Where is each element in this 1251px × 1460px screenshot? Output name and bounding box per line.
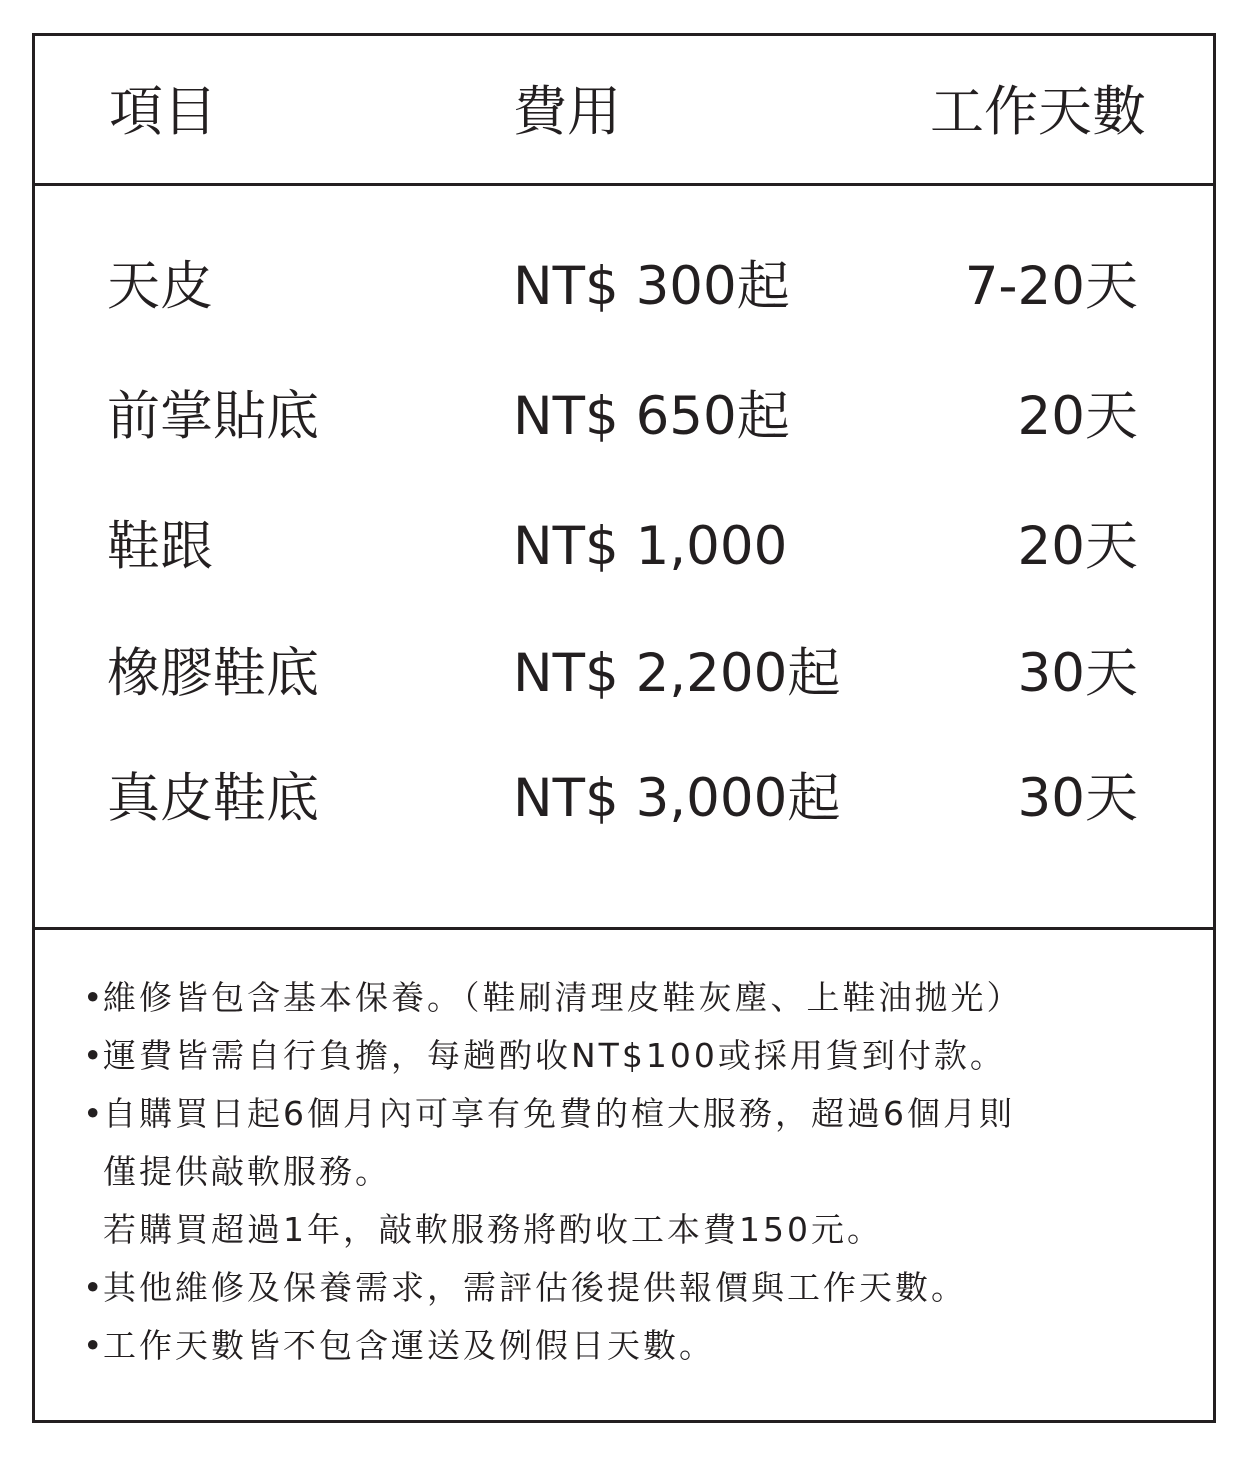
bullet-icon: • (83, 1036, 106, 1075)
row-fee: NT$ 300起 (513, 256, 790, 317)
row-item: 天皮 (107, 256, 213, 317)
table-row (35, 252, 1213, 322)
row-days: 30天 (1017, 643, 1138, 704)
note-line: 其他維修及保養需求，需評估後提供報價與工作天數。 (103, 1268, 967, 1307)
row-fee: NT$ 2,200起 (513, 643, 841, 704)
table-row (35, 382, 1213, 452)
header-item: 項目 (109, 80, 217, 143)
note-line: 維修皆包含基本保養。（鞋刷清理皮鞋灰塵、上鞋油拋光） (103, 978, 1023, 1017)
header-days: 工作天數 (930, 80, 1146, 143)
row-fee: NT$ 1,000 (513, 516, 788, 577)
row-fee: NT$ 650起 (513, 386, 790, 447)
note-line: 運費皆需自行負擔，每趟酌收NT$100或採用貨到付款。 (103, 1036, 1006, 1075)
table-header (35, 36, 1213, 186)
bullet-icon: • (83, 1268, 106, 1307)
bullet-icon: • (83, 1326, 106, 1365)
note-item (83, 969, 1203, 1027)
note-item (83, 1027, 1203, 1085)
row-item: 前掌貼底 (107, 386, 319, 447)
row-days: 20天 (1017, 386, 1138, 447)
note-line: 自購買日起6個月內可享有免費的楦大服務，超過6個月則 (103, 1094, 1015, 1133)
note-item (83, 1317, 1203, 1375)
notes-list (83, 969, 1203, 1375)
bullet-icon: • (83, 1094, 106, 1133)
note-line: 僅提供敲軟服務。 (103, 1152, 391, 1191)
table-row (35, 764, 1213, 834)
note-line: 若購買超過1年，敲軟服務將酌收工本費150元。 (103, 1210, 883, 1249)
row-days: 30天 (1017, 768, 1138, 829)
section-divider (35, 927, 1213, 930)
note-item (83, 1085, 1203, 1259)
row-days: 20天 (1017, 516, 1138, 577)
table-row (35, 639, 1213, 709)
price-table-frame (32, 33, 1216, 1423)
note-line: 工作天數皆不包含運送及例假日天數。 (103, 1326, 715, 1365)
note-item (83, 1259, 1203, 1317)
row-item: 橡膠鞋底 (107, 643, 319, 704)
bullet-icon: • (83, 978, 106, 1017)
row-item: 鞋跟 (107, 516, 213, 577)
header-fee: 費用 (513, 80, 621, 143)
row-item: 真皮鞋底 (107, 768, 319, 829)
row-days: 7-20天 (964, 256, 1138, 317)
table-row (35, 512, 1213, 582)
row-fee: NT$ 3,000起 (513, 768, 841, 829)
